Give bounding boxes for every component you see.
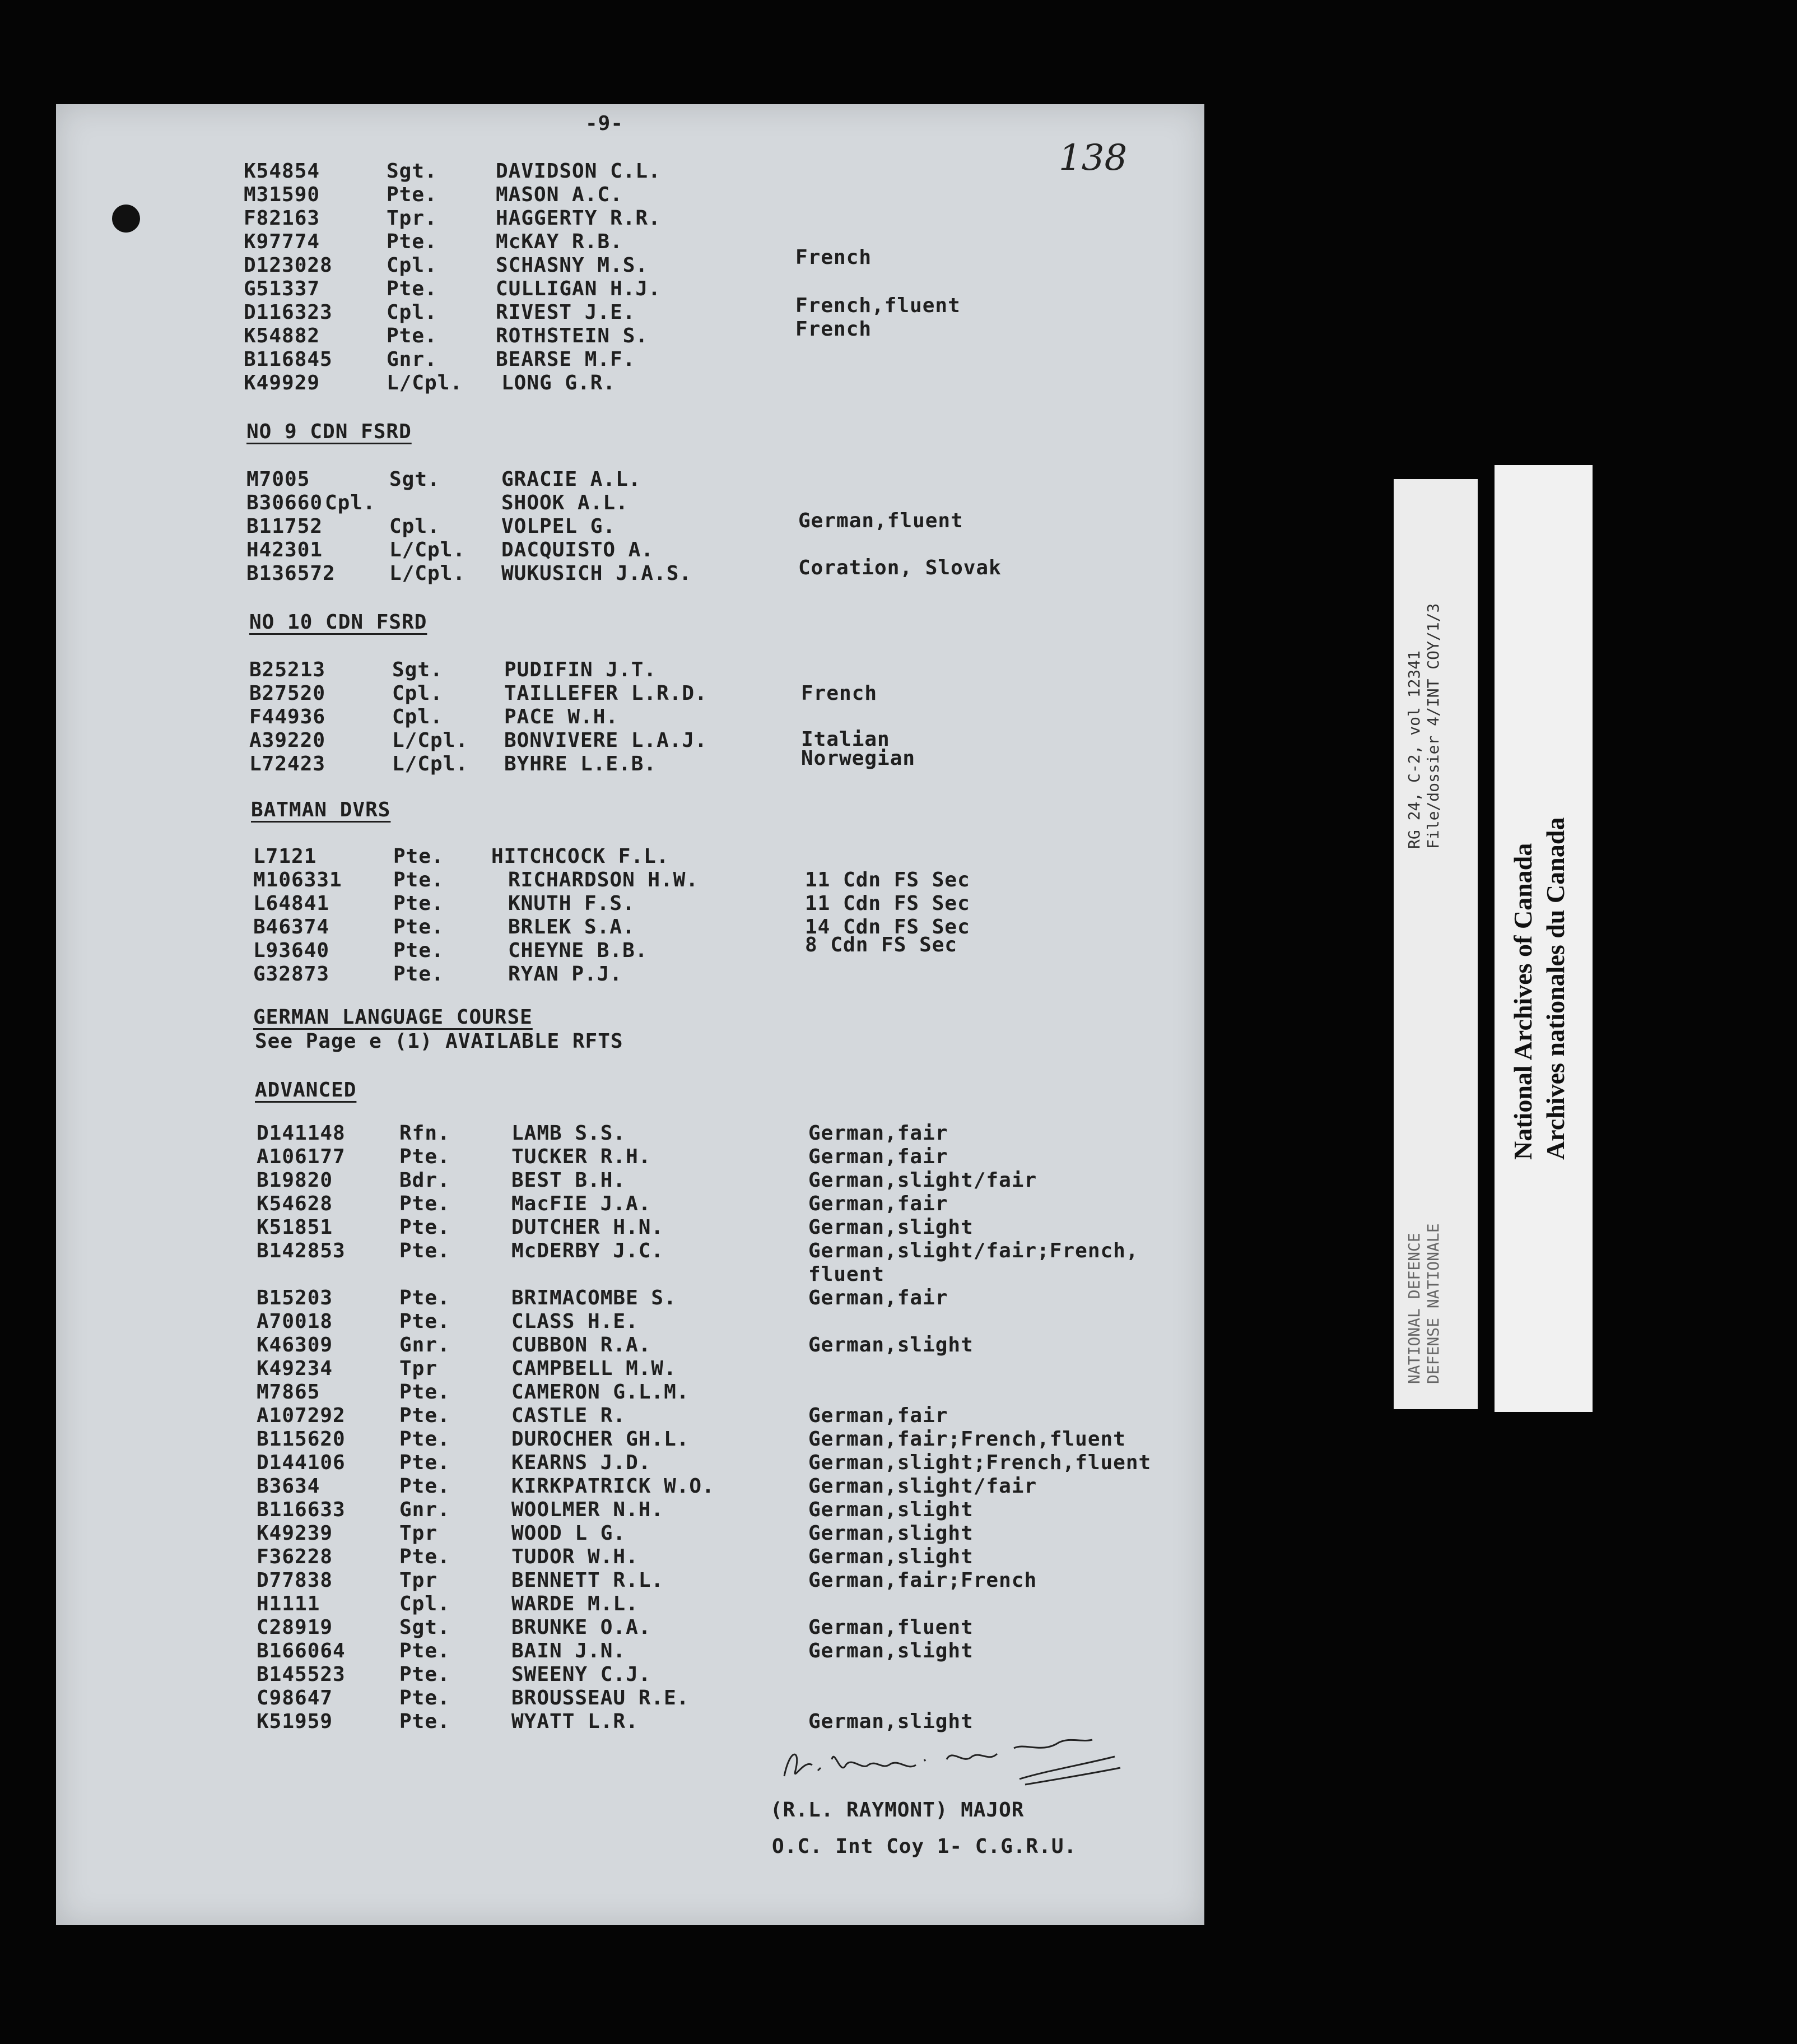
section-heading-no9: NO 9 CDN FSRD bbox=[246, 420, 412, 443]
signatory-title: O.C. Int Coy 1- C.G.R.U. bbox=[772, 1835, 1077, 1858]
section-heading-batman: BATMAN DVRS bbox=[251, 798, 391, 821]
department-line2: DEFENSE NATIONALE bbox=[1424, 1223, 1442, 1384]
section-heading-german-course: GERMAN LANGUAGE COURSE bbox=[253, 1006, 533, 1029]
department-line1: NATIONAL DEFENCE bbox=[1405, 1233, 1423, 1384]
german-course-reference: See Page e (1) AVAILABLE RFTS bbox=[255, 1030, 623, 1053]
document-page bbox=[56, 104, 1204, 1925]
national-archives-strip bbox=[1495, 465, 1593, 1412]
archive-reference-strip bbox=[1394, 479, 1478, 1409]
handwritten-folio-number: 138 bbox=[1059, 137, 1128, 179]
archive-ref-line1: RG 24, C-2, vol 12341 bbox=[1405, 650, 1423, 849]
archives-name-french: Archives nationales du Canada bbox=[1541, 817, 1570, 1160]
archive-ref-line2: File/dossier 4/INT COY/1/3 bbox=[1424, 603, 1442, 849]
signatory-name: (R.L. RAYMONT) MAJOR bbox=[770, 1799, 1025, 1822]
section-heading-advanced: ADVANCED bbox=[255, 1079, 357, 1102]
handwritten-signature bbox=[779, 1726, 1137, 1799]
section-heading-no10: NO 10 CDN FSRD bbox=[249, 611, 427, 634]
page-number: -9- bbox=[585, 112, 624, 135]
punch-hole bbox=[112, 205, 140, 233]
archives-name-english: National Archives of Canada bbox=[1509, 843, 1537, 1160]
